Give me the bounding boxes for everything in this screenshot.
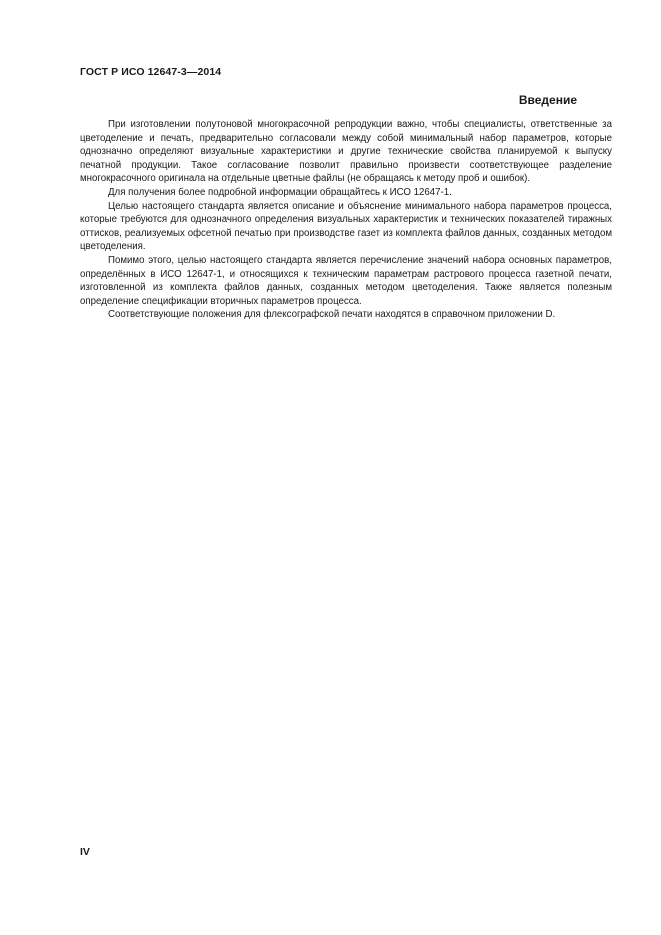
paragraph-5: Соответствующие положения для флексографской печати находятся в справочном приложении D.: [108, 309, 556, 321]
section-title: [80, 93, 580, 107]
paragraph-1: При изготовлении полутоновой многокрасочной репродукции важно, чтобы специалисты, ответственные за цветоделение и печать, предварительно согласовали между собой минимальный набор параметров, которые однозначно определяют визуальные характеристики и другие технические свойства планируемой к выпуску печатной продукции. Такое согласование позволит правильно произвести соответствующее разделение многокрасочного оригинала на отдельные цветные файлы (не обращаясь к методу проб и ошибок).: [80, 119, 612, 185]
introduction-body: [80, 118, 612, 322]
paragraph-2: Для получения более подробной информации обращайтесь к ИСО 12647-1.: [108, 186, 452, 198]
page-number: IV: [80, 846, 90, 858]
section-title-text: Введение: [518, 93, 577, 107]
paragraph-4: Помимо этого, целью настоящего стандарта является перечисление значений набора основных параметров, определённых в ИСО 12647-1, и относящихся к техническим параметрам растрового процесса газетной печати, изготовленной из комплекта файлов данных, созданных методом цветоделения. Также является полезным определение спецификации вторичных параметров процесса.: [80, 254, 612, 307]
paragraph-3: Целью настоящего стандарта является описание и объяснение минимального набора параметров процесса, которые требуются для однозначного определения визуальных характеристик и технических показателей тиражных оттисков, реализуемых офсетной печатью при производстве газет из комплекта файлов данных, созданных методом цветоделения.: [80, 200, 612, 253]
document-header: ГОСТ Р ИСО 12647-3—2014: [80, 66, 222, 78]
